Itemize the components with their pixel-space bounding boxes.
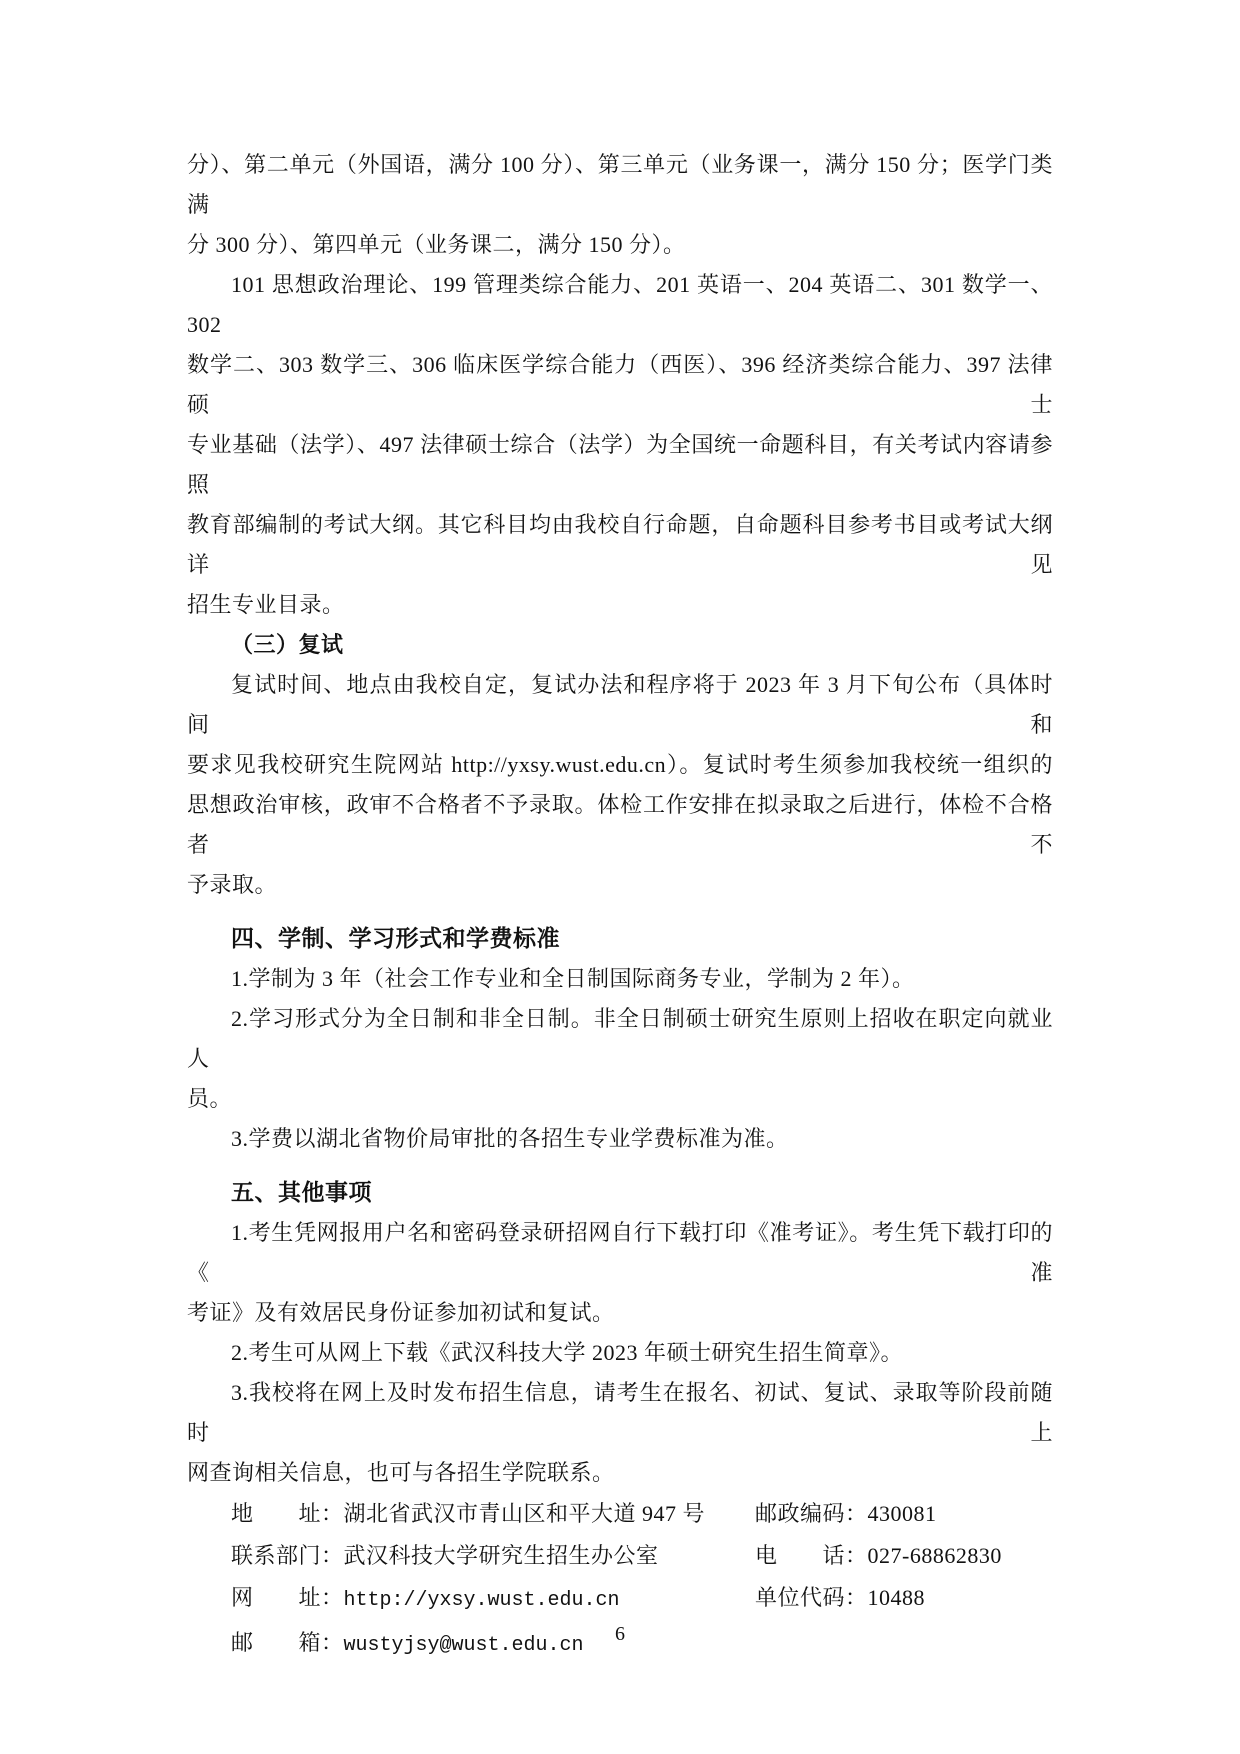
website-url: http://yxsy.wust.edu.cn (343, 1589, 620, 1612)
department-value: 武汉科技大学研究生招生办公室 (343, 1543, 659, 1568)
address-label: 地 址： (231, 1501, 344, 1526)
para-subjects-line5: 招生专业目录。 (187, 592, 345, 617)
email-label: 邮 箱： (231, 1630, 344, 1655)
para-retest-line3: 思想政治审核，政审不合格者不予录取。体检工作安排在拟录取之后进行，体检不合格者不 (187, 792, 1053, 857)
address-value: 湖北省武汉市青山区和平大道 947 号 (343, 1501, 706, 1526)
para-tuition-item2-line1: 2.学习形式分为全日制和非全日制。非全日制硕士研究生原则上招收在职定向就业人 (187, 1006, 1053, 1071)
para-others-item3-line1: 3.我校将在网上及时发布招生信息，请考生在报名、初试、复试、录取等阶段前随时上 (187, 1380, 1053, 1445)
document-body (187, 145, 1053, 1667)
para-retest-line4: 予录取。 (187, 872, 278, 897)
phone-label: 电 话： (755, 1543, 868, 1568)
para-others-item3-line2: 网查询相关信息，也可与各招生学院联系。 (187, 1460, 615, 1485)
para-subjects-line3: 专业基础（法学）、497 法律硕士综合（法学）为全国统一命题科目，有关考试内容请参照 (187, 432, 1053, 497)
para-tuition-item1: 1.学制为 3 年（社会工作专业和全日制国际商务专业，学制为 2 年）。 (231, 966, 915, 991)
postcode-value: 430081 (867, 1501, 937, 1526)
section-heading-retest: （三）复试 (231, 632, 344, 657)
para-others-item1-line1: 1.考生凭网报用户名和密码登录研招网自行下载打印《准考证》。考生凭下载打印的《准 (187, 1220, 1053, 1285)
para-exam-units-line2: 分 300 分）、第四单元（业务课二，满分 150 分）。 (187, 232, 686, 257)
department-label: 联系部门： (231, 1543, 344, 1568)
para-subjects-line2: 数学二、303 数学三、306 临床医学综合能力（西医）、396 经济类综合能力、397 法律硕士 (187, 352, 1053, 417)
para-retest-line1: 复试时间、地点由我校自定，复试办法和程序将于 2023 年 3 月下旬公布（具体时间和 (187, 672, 1053, 737)
para-others-item1-line2: 考证》及有效居民身份证参加初试和复试。 (187, 1300, 615, 1325)
page-number: 6 (615, 1623, 625, 1645)
phone-value: 027-68862830 (867, 1543, 1002, 1568)
postcode-label: 邮政编码： (755, 1501, 868, 1526)
section-heading-others: 五、其他事项 (231, 1180, 372, 1205)
para-exam-units-line1: 分）、第二单元（外国语，满分 100 分）、第三单元（业务课一，满分 150 分；医学门类满 (187, 152, 1053, 217)
website-label: 网 址： (231, 1585, 344, 1610)
contact-row-department (187, 1535, 1053, 1577)
para-retest-line2: 要求见我校研究生院网站 http://yxsy.wust.edu.cn）。复试时考生须参加我校统一组织的 (187, 752, 1053, 777)
email-value: wustyjsy@wust.edu.cn (343, 1634, 584, 1657)
para-others-item2: 2.考生可从网上下载《武汉科技大学 2023 年硕士研究生招生简章》。 (231, 1340, 904, 1365)
para-tuition-item3: 3.学费以湖北省物价局审批的各招生专业学费标准为准。 (231, 1126, 789, 1151)
para-subjects-line4: 教育部编制的考试大纲。其它科目均由我校自行命题，自命题科目参考书目或考试大纲详见 (187, 512, 1053, 577)
para-subjects-line1: 101 思想政治理论、199 管理类综合能力、201 英语一、204 英语二、301 数学一、302 (187, 272, 1053, 337)
contact-row-address (187, 1493, 1053, 1535)
para-tuition-item2-line2: 员。 (187, 1086, 233, 1111)
contact-row-website (187, 1577, 1053, 1622)
unit-code-value: 10488 (867, 1585, 926, 1610)
section-heading-tuition: 四、学制、学习形式和学费标准 (231, 926, 560, 951)
unit-code-label: 单位代码： (755, 1585, 868, 1610)
